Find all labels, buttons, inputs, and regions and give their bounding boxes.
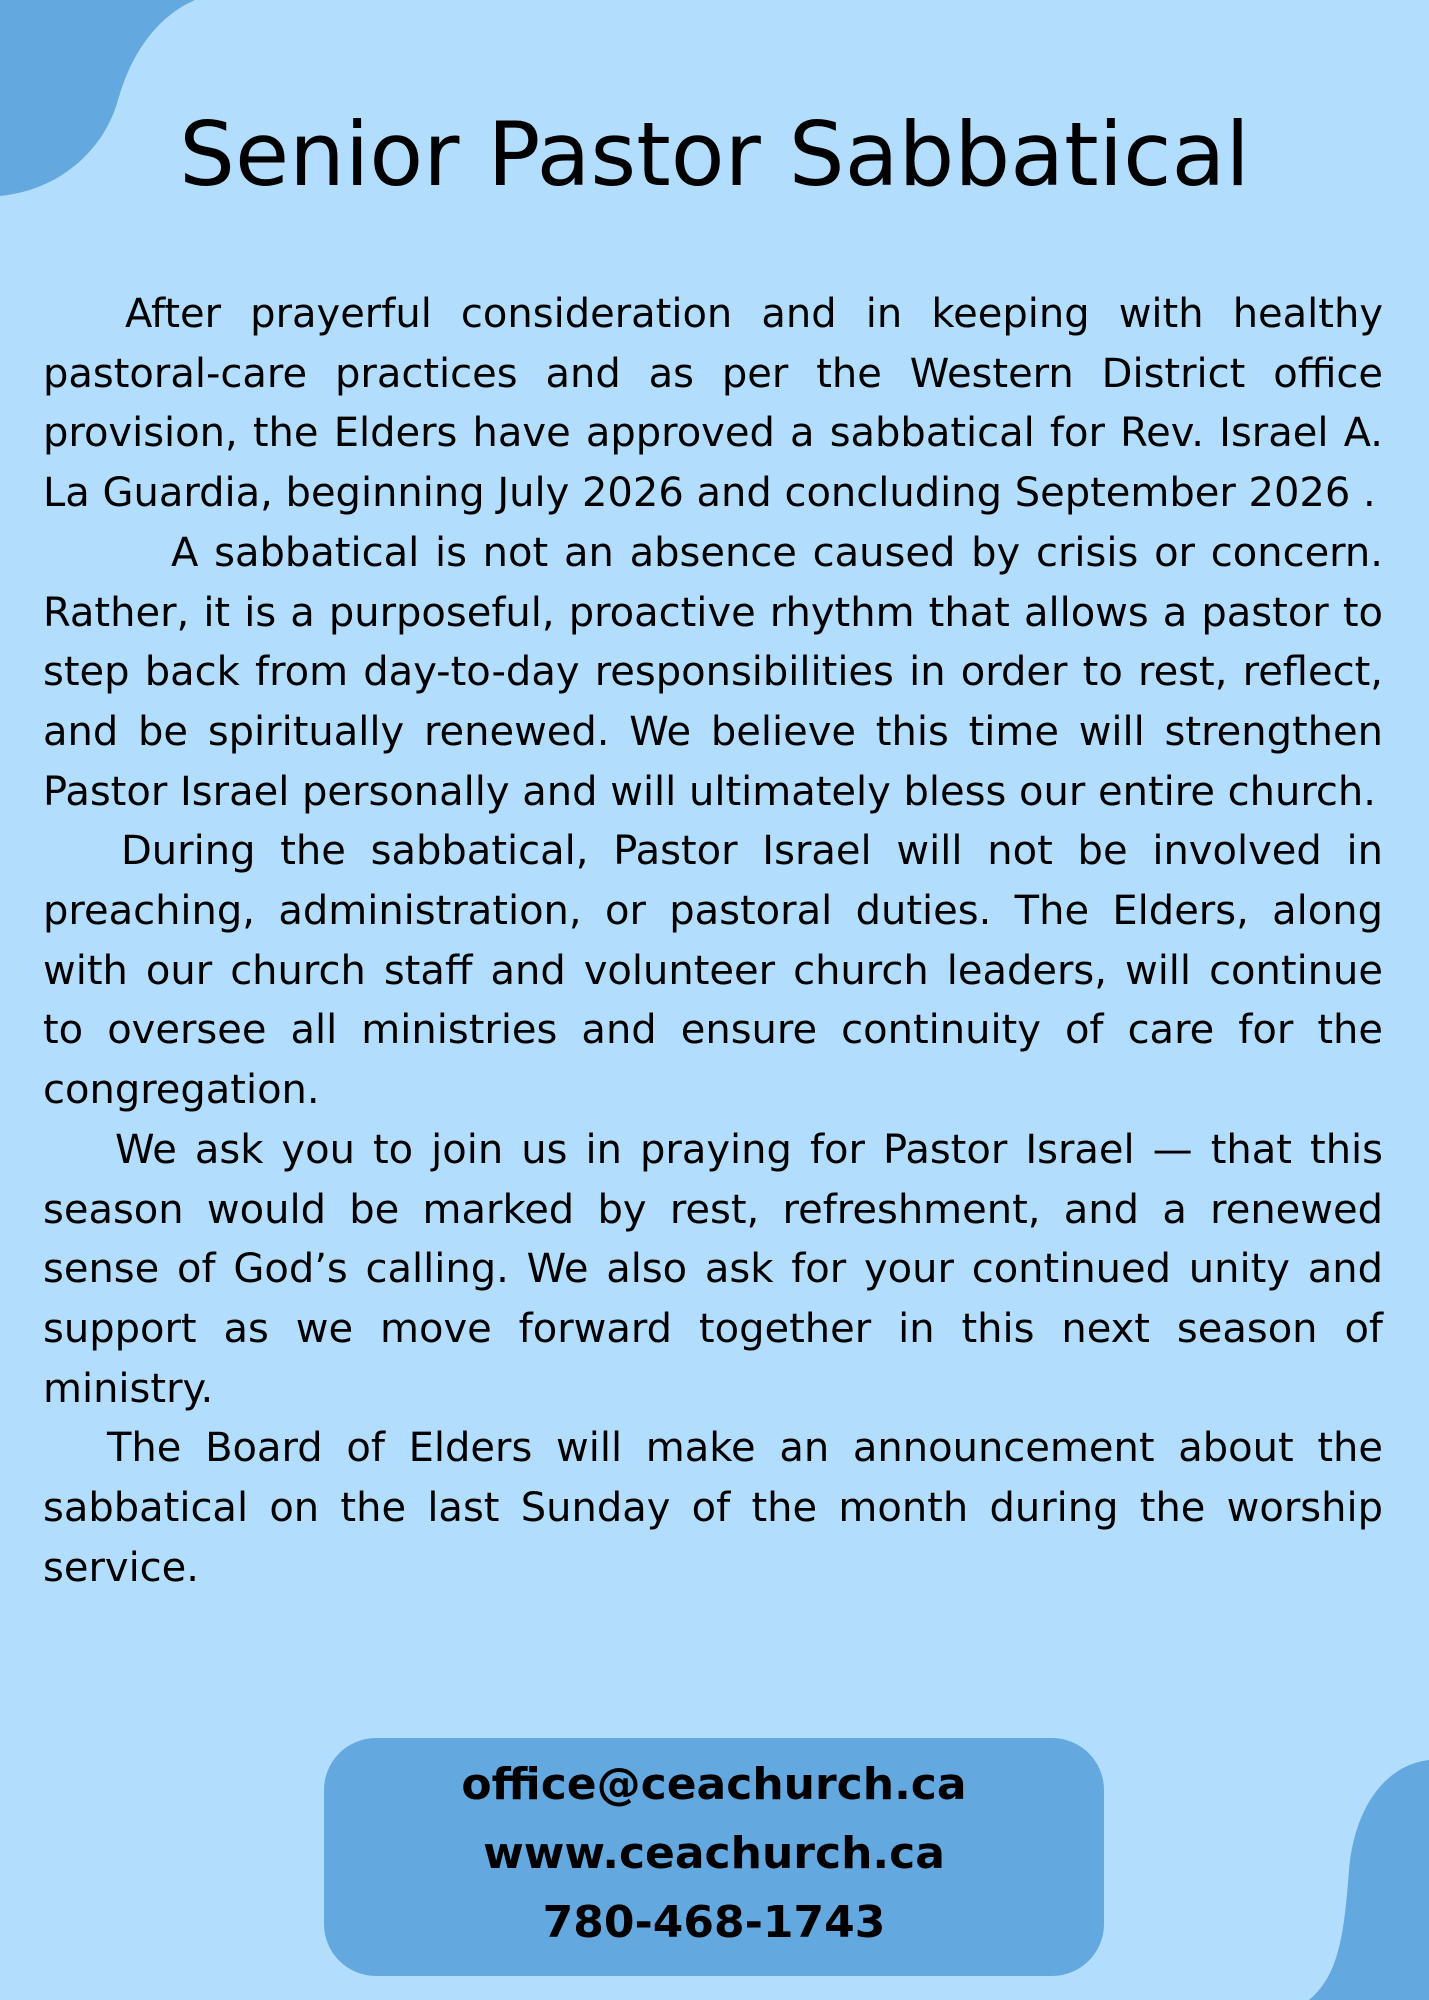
contact-info-box [324,1738,1104,1976]
paragraph-announcement-note: The Board of Elders will make an announcement about the sabbatical on the last Sunday of the month during the worship service. [43,1425,1383,1591]
contact-website-link[interactable]: www.ceachurch.ca [483,1828,945,1879]
paragraph-sabbatical-approval: After prayerful consideration and in keeping with healthy pastoral-care practices and as per the Western District office provision, the Elders have approved a sabbatical for Rev. Israel A. La Guardia, beginning July 2026 and concluding September 2026 . [43,291,1383,517]
page-title: Senior Pastor Sabbatical [179,103,1250,206]
paragraph-prayer-request: We ask you to join us in praying for Pastor Israel — that this season would be marked by rest, refreshment, and a renewed sense of God’s calling. We also ask for your continued unity and support as we move forward together in this next season of ministry. [43,1126,1383,1412]
announcement-body [43,285,1383,1598]
paragraph-sabbatical-purpose: A sabbatical is not an absence caused by crisis or concern. Rather, it is a purposeful, proactive rhythm that allows a pastor to step back from day-to-day responsibilities in order to rest, reflect, and be spiritually renewed. We believe this time will strengthen Pastor Israel personally and will ultimately bless our entire church. [43,529,1383,815]
paragraph-sabbatical-duties: During the sabbatical, Pastor Israel will not be involved in preaching, administration, or pastoral duties. The Elders, along with our church staff and volunteer church leaders, will continue to oversee all ministries and ensure continuity of care for the congregation. [43,828,1383,1114]
contact-phone-number[interactable]: 780-468-1743 [542,1897,886,1948]
corner-decoration-bottom-right [1309,1750,1429,2000]
contact-email-link[interactable]: office@ceachurch.ca [461,1759,967,1810]
